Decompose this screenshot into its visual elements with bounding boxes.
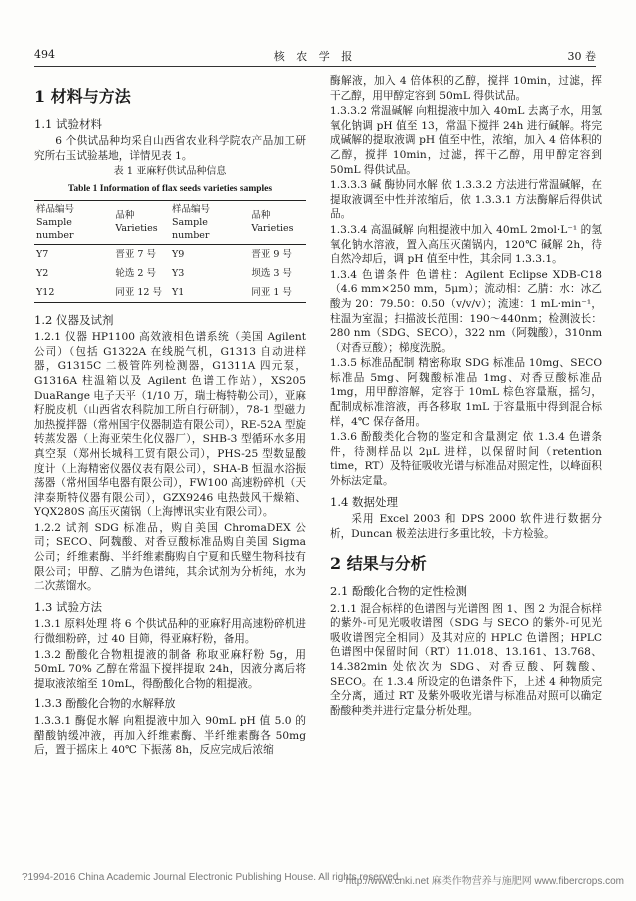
section-1-title: 1 材料与方法 [34, 87, 131, 106]
section-1-3-3-1-text: 1.3.3.1 酶促水解 向粗提液中加入 90mL pH 值 5.0 的醋酸钠缓冲液，再加入纤维素酶、半纤维素酶各 50mg 后，置于摇床上 40℃ 下振荡 8h，反应完成后浓缩 [34, 715, 306, 757]
page-header [34, 48, 596, 64]
page-footer [22, 872, 624, 887]
section-1-1-title: 1.1 试验材料 [34, 116, 102, 131]
section-1-1-text: 6 个供试品种均采自山西省农业科学院农产品加工研究所右玉试验基地，详情见表 1。 [34, 135, 306, 162]
section-2-1-title: 2.1 酚酸化合物的定性检测 [330, 584, 467, 598]
section-1-3-1-text: 1.3.1 原料处理 将 6 个供试品种的亚麻籽用高速粉碎机进行微细粉碎，过 40 目筛，得亚麻籽粉，备用。 [34, 618, 306, 646]
right-column [330, 74, 602, 719]
table-header: 样品编号 Sample number [34, 200, 113, 244]
section-1-2-title: 1.2 仪器及试剂 [34, 312, 114, 327]
volume-label: 30 卷 [567, 50, 596, 63]
table-header: 品种 Varieties [249, 200, 306, 244]
table-cell: Y2 [36, 267, 49, 279]
section-1-3-5-text: 1.3.5 标准品配制 精密称取 SDG 标准品 10mg、SECO 标准品 5mg、阿魏酸标准品 1mg、对香豆酸标准品 1mg，用甲醇溶解，定容于 10mL 棕色容量瓶，摇匀，配制成标准溶液，再各移取 1mL 于容量瓶中得到混合标样，4℃ 保存备用。 [330, 357, 602, 428]
journal-title: 核 农 学 报 [273, 50, 357, 63]
section-1-3-3-title: 1.3.3 酚酸化合物的水解释放 [34, 697, 176, 711]
section-1-4-text: 采用 Excel 2003 和 DPS 2000 软件进行数据分析，Duncan 极差法进行多重比较，卡方检验。 [330, 513, 602, 540]
left-column [34, 74, 306, 759]
header-rule [34, 66, 596, 67]
section-1-2-2-text: 1.2.2 试剂 SDG 标准品，购自美国 ChromaDEX 公司；SECO、阿魏酸、对香豆酸标准品购自美国 Sigma 公司；纤维素酶、半纤维素酶购自宁夏和氏璧生物科技有限公司；甲醇、乙腈为色谱纯，其余试剂为分析纯，水为二次蒸馏水。 [34, 521, 306, 593]
footer-url: http://www.cnki.net 麻类作物营养与施肥网 www.fibercrops.com [345, 876, 624, 887]
section-1-3-3-3-text: 1.3.3.3 碱 酶协同水解 依 1.3.3.2 方法进行常温碱解，在提取液调至中性并浓缩后，依 1.3.3.1 方法酶解后得供试品。 [330, 179, 602, 221]
table-1 [34, 200, 306, 303]
table-row [34, 283, 306, 303]
section-1-3-4-text: 1.3.4 色谱条件 色谱柱：Agilent Eclipse XDB-C18（4.6 mm×250 mm，5μm）；流动相：乙腈：水：冰乙酸为 20：79.50：0.50（v/v/v）；流速：1 mL·min⁻¹，柱温为室温；扫描波长范围：190～440nm；检测波长：280 nm（SDG、SECO），322 nm（阿魏酸），310nm（对香豆酸）；梯度洗脱。 [330, 268, 602, 354]
page-number: 494 [34, 48, 55, 61]
table-header: 样品编号 Sample number [170, 200, 249, 244]
section-1-3-2-text: 1.3.2 酚酸化合物粗提液的制备 称取亚麻籽粉 5g，用 50mL 70% 乙醇在常温下搅拌提取 24h，因液分离后将提取液浓缩至 10mL，得酚酸化合物的粗提液。 [34, 648, 306, 690]
section-1-2-1-text: 1.2.1 仪器 HP1100 高效液相色谱系统（美国 Agilent 公司）（包括 G1322A 在线脱气机，G1313 自动进样器，G1315C 二极管阵列检测器，G1311A 四元泵，G1316A 柱温箱以及 Agilent 色谱工作站），XS205 DuaRange 电子天平（1/10 万，瑞士梅特勒公司），亚麻籽脱皮机（山西省农科院加工所自行研制），78-1 型磁力加热搅拌器（常州国宇仪器制造有限公司），RE-52A 型旋转蒸发器（上海亚荣生化仪器厂），SHB-3 型循环水多用真空泵（郑州长城科工贸有限公司），PHS-25 型数显酸度计（上海精密仪器仪表有限公司），SHA-B 恒温水浴振荡器（常州国华电器有限公司），FW100 高速粉碎机（天津泰斯特仪器有限公司），GZX9246 电热鼓风干燥箱、YQX280S 高压灭菌锅（上海博讯实业有限公司）。 [34, 331, 306, 519]
table-row [34, 244, 306, 264]
table-cell: 同亚 12 号 [115, 286, 162, 298]
table-header: 品种 Varieties [113, 200, 170, 244]
table-1-caption: 表 1 亚麻籽供试品种信息 [113, 166, 227, 178]
right-continuation-text: 酶解液，加入 4 倍体积的乙醇，搅拌 10min，过滤，挥干乙醇，用甲醇定容到 50mL 得供试品。 [330, 75, 602, 102]
section-1-3-3-2-text: 1.3.3.2 常温碱解 向粗提液中加入 40mL 去离子水，用氢氧化钠调 pH 值至 13，常温下搅拌 24h 进行碱解。将完成碱解的提取液调 pH 值至中性，浓缩，加入 4 倍体积的乙醇，搅拌 10min，过滤，挥干乙醇，用甲醇定容到 50mL 得供试品。 [330, 105, 602, 176]
table-1-caption-en: Table 1 Information of flax seeds varieties samples [67, 183, 273, 194]
section-2-1-1-text: 2.1.1 混合标样的色谱图与光谱图 图 1、图 2 为混合标样的紫外-可见光吸收谱图（SDG 与 SECO 的紫外-可见光吸收谱图完全相同）及其对应的 HPLC 色谱图；HPLC 色谱图中保留时间（RT）11.018、13.161、13.768、14.382min 处依次为 SDG、对香豆酸、阿魏酸、SECO。在 1.3.4 所设定的色谱条件下，上述 4 种物质完全分离，通过 RT 及紫外吸收光谱与标准品对照可以确定酚酸种类并进行定量分析处理。 [330, 602, 602, 717]
section-1-3-6-text: 1.3.6 酚酸类化合物的鉴定和含量测定 依 1.3.4 色谱条件，待测样品以 2μL 进样，以保留时间（retention time，RT）及特征吸收光谱与标准品对照定性，以峰面积外标法定量。 [330, 431, 602, 488]
section-1-3-title: 1.3 试验方法 [34, 599, 102, 614]
table-cell: Y7 [36, 248, 49, 260]
table-cell: 轮选 2 号 [115, 267, 156, 279]
section-2-title: 2 结果与分析 [330, 554, 427, 574]
table-cell: Y1 [171, 286, 185, 298]
copyright-notice: ?1994-2016 China Academic Journal Electronic Publishing House. All rights reserved. [22, 872, 402, 883]
table-cell: Y9 [171, 248, 185, 260]
table-cell: Y3 [171, 267, 185, 279]
section-1-3-3-4-text: 1.3.3.4 高温碱解 向粗提液中加入 40mL 2mol·L⁻¹ 的氢氧化钠水溶液，置入高压灭菌锅内，120℃ 碱解 2h，待自然冷却后，调 pH 值至中性，其余同 1.3.3.1。 [330, 223, 602, 266]
table-row [34, 264, 306, 283]
table-cell: 同亚 1 号 [251, 286, 292, 298]
table-cell: 晋亚 7 号 [115, 248, 156, 260]
table-cell: Y12 [36, 286, 55, 298]
section-1-4-title: 1.4 数据处理 [330, 494, 398, 509]
table-cell: 晋亚 9 号 [251, 248, 292, 260]
table-cell: 坝选 3 号 [251, 267, 292, 279]
